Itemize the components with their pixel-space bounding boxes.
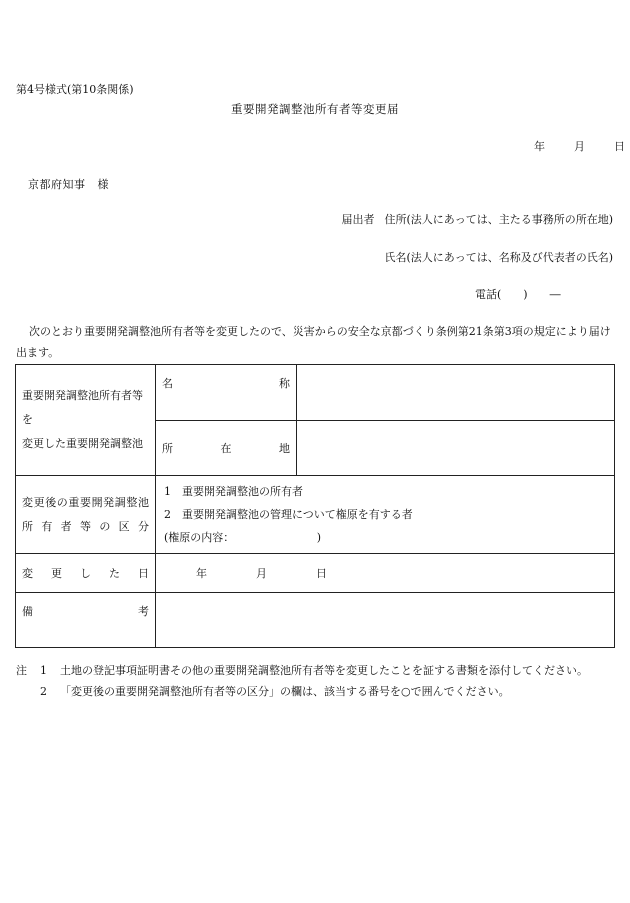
notes xyxy=(16,660,588,702)
change-date-year: 年 xyxy=(196,567,207,580)
body-text: 次のとおり重要開発調整池所有者等を変更したので、災害からの安全な京都づくり条例第21条第3項の規定により届け出ます。 xyxy=(16,325,611,359)
location-label-char: 地 xyxy=(279,442,290,455)
date-year: 年 xyxy=(534,140,545,153)
applicant-address-label: 住所(法人にあっては、主たる事務所の所在地) xyxy=(384,213,613,226)
addressee xyxy=(28,176,109,192)
notes-prefix: 注 xyxy=(16,664,27,677)
applicant-address-line xyxy=(342,211,613,227)
form-title: 重要開発調整池所有者等変更届 xyxy=(231,102,399,116)
name-label-char: 称 xyxy=(279,377,290,390)
category-row xyxy=(16,476,615,554)
category-header-cell xyxy=(16,476,156,554)
location-label-char: 在 xyxy=(220,442,232,455)
note-item: 注 1 土地の登記事項証明書その他の重要開発調整池所有者等を変更したことを証する書類を添付してください。 xyxy=(16,660,588,681)
location-label-char: 所 xyxy=(162,442,173,455)
applicant-name-label: 氏名(法人にあっては、名称及び代表者の氏名) xyxy=(384,251,613,264)
applicant-phone-label: 電話( ) ― xyxy=(475,288,561,301)
name-label-char: 名 xyxy=(162,377,173,390)
change-date-month: 月 xyxy=(256,567,267,580)
authority-detail[interactable]: (権原の内容： ) xyxy=(164,531,322,544)
remarks-value-cell[interactable] xyxy=(156,593,615,648)
name-label-cell xyxy=(156,365,297,421)
option-text: 重要開発調整池の所有者 xyxy=(182,485,303,498)
category-header-line2: 所 有 者 等 の 区 分 xyxy=(22,519,149,533)
option-number: 2 xyxy=(164,508,171,521)
remarks-row xyxy=(16,593,615,648)
name-value-cell[interactable] xyxy=(297,365,615,421)
pond-header-line1: 重要開発調整池所有者等を xyxy=(22,389,143,426)
location-label-cell xyxy=(156,421,297,476)
date-day: 日 xyxy=(614,140,625,153)
option-text: 重要開発調整池の管理について権原を有する者 xyxy=(182,508,413,521)
form-number: 第4号様式(第10条関係) xyxy=(16,83,134,96)
remarks-label-cell: 備 考 xyxy=(16,593,156,648)
pond-name-row xyxy=(16,365,615,421)
submission-date xyxy=(534,138,625,154)
location-value-cell[interactable] xyxy=(297,421,615,476)
addressee-honorific: 様 xyxy=(97,178,109,191)
change-date-value-cell[interactable] xyxy=(156,554,615,593)
change-date-label-cell: 変 更 し た 日 xyxy=(16,554,156,593)
pond-header-line2: 変更した重要開発調整池 xyxy=(22,437,143,450)
date-month: 月 xyxy=(574,140,585,153)
addressee-name: 京都府知事 xyxy=(28,178,86,191)
change-date-day: 日 xyxy=(316,567,327,580)
pond-header-cell xyxy=(16,365,156,476)
option-number: 1 xyxy=(164,485,171,498)
change-date-row xyxy=(16,554,615,593)
category-header-line1: 変 更 後 の 重 要 開 発 調 整 池 xyxy=(22,495,149,509)
category-options-cell xyxy=(156,476,615,554)
applicant-role: 届出者 xyxy=(341,213,375,226)
category-option-1[interactable] xyxy=(162,480,608,503)
category-option-2[interactable] xyxy=(162,503,608,526)
change-form-table xyxy=(15,364,615,648)
note-item: 2 「変更後の重要開発調整池所有者等の区分」の欄は、該当する番号を○で囲んでください。 xyxy=(40,685,510,698)
